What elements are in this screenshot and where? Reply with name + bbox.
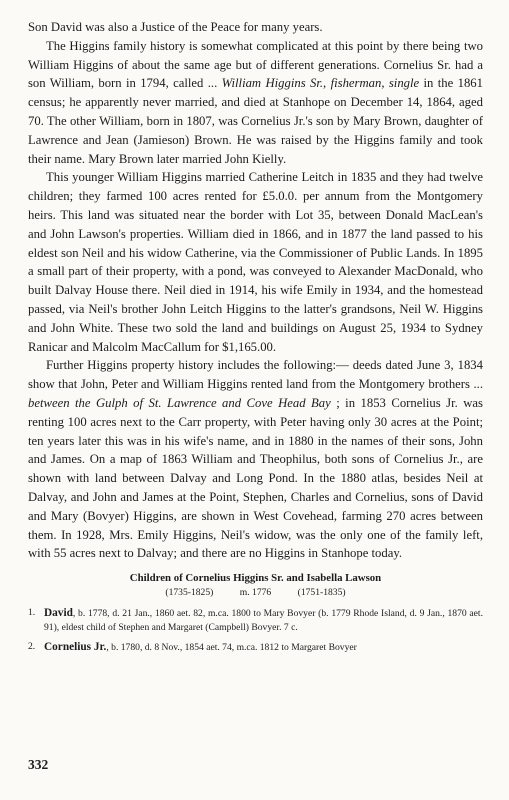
child-number: 1. <box>28 607 36 619</box>
page-number: 332 <box>28 757 49 772</box>
paragraph-2-text-b: in the 1861 census; he apparently never married, and died at Stanhope on December 14, 1864, aged 70. The other William, born in 1807, was Cornelius Jr.'s son by Mary Brown, daughter of Lawrence and Jean (Jamieson) Brown. He was raised by the Higgins family and took their name. Mary Brown later married John Kielly. <box>28 76 483 166</box>
child-entry <box>28 606 483 635</box>
children-section-dates <box>28 586 483 600</box>
child-name: David <box>44 607 73 620</box>
paragraph-4-text-a: Further Higgins property history includes the following:— deeds dated June 3, 1834 show that John, Peter and William Higgins rented land from the Montgomery brothers ... <box>28 358 483 392</box>
paragraph-1: Son David was also a Justice of the Peace for many years. <box>28 20 323 34</box>
deed-quote: between the Gulph of St. Lawrence and Cove Head Bay <box>28 395 331 410</box>
paragraph-4-text-b: ; in 1853 Cornelius Jr. was renting 100 acres next to the Carr property, with Peter having only 30 acres at the Point; ten years later this was in his wife's name, and in 1880 in the names of their sons, John and James. On a map of 1863 William and Theophilus, both sons of Cornelius Jr., are shown with land between Dalvay and Long Pond. In the 1880 atlas, besides Neil at Dalvay, and John and James at the Point, Stephen, Charles and Cornelius, sons of David and Mary (Bovyer) Higgins, are shown in West Covehead, farming 270 acres between them. In 1928, Mrs. Emily Higgins, Neil's widow, was the only one of the family left, with 55 acres next to Dalvay; and there are no Higgins in Stanhope today. <box>28 395 483 561</box>
census-quote: William Higgins Sr., fisherman, single <box>221 76 420 91</box>
child-number: 2. <box>28 641 36 653</box>
marriage-date: m. 1776 <box>239 587 272 599</box>
mother-dates: (1751-1835) <box>297 587 346 599</box>
child-details: , b. 1778, d. 21 Jan., 1860 aet. 82, m.ca. 1800 to Mary Bovyer (b. 1779 Rhode Island, d. 9 Jan., 1870 aet. 91), eldest child of Stephen and Margaret (Campbell) Bovyer. 7 c. <box>44 608 483 634</box>
paragraph-2 <box>28 37 483 169</box>
document-page <box>28 18 483 660</box>
paragraph-4 <box>28 356 483 563</box>
father-dates: (1735-1825) <box>165 587 214 599</box>
child-entry <box>28 640 483 655</box>
children-section-title: Children of Cornelius Higgins Sr. and Isabella Lawson <box>129 572 382 585</box>
paragraph-3: This younger William Higgins married Catherine Leitch in 1835 and they had twelve children; they farmed 100 acres rented for £5.0.0. per annum from the Montgomery heirs. This land was situated near the border with Lot 35, between Donald MacLean's and John Lawson's properties. William died in 1866, and in 1877 the land passed to his eldest son Neil and his widow Catherine, via the Commissioner of Public Lands. In 1895 a small part of their property, with a pond, was conveyed to Alexander MacDonald, who built Dalvay House there. Neil died in 1914, his wife Emily in 1934, and the homestead passed, via Neil's brother John Leitch Higgins to the latter's grandsons, Neil W. Higgins and John White. These two sold the land and buildings on August 25, 1934 to Sydney Ranicar and Malcolm MacCallum for $1,165.00. <box>28 170 483 354</box>
child-name: Cornelius Jr. <box>44 641 107 654</box>
child-details: , b. 1780, d. 8 Nov., 1854 aet. 74, m.ca. 1812 to Margaret Bovyer <box>106 642 357 654</box>
paragraph-2-text-a: The Higgins family history is somewhat complicated at this point by there being two William Higgins of about the same age but of different generations. Cornelius Sr. had a son William, born in 1794, called ... <box>28 38 483 91</box>
